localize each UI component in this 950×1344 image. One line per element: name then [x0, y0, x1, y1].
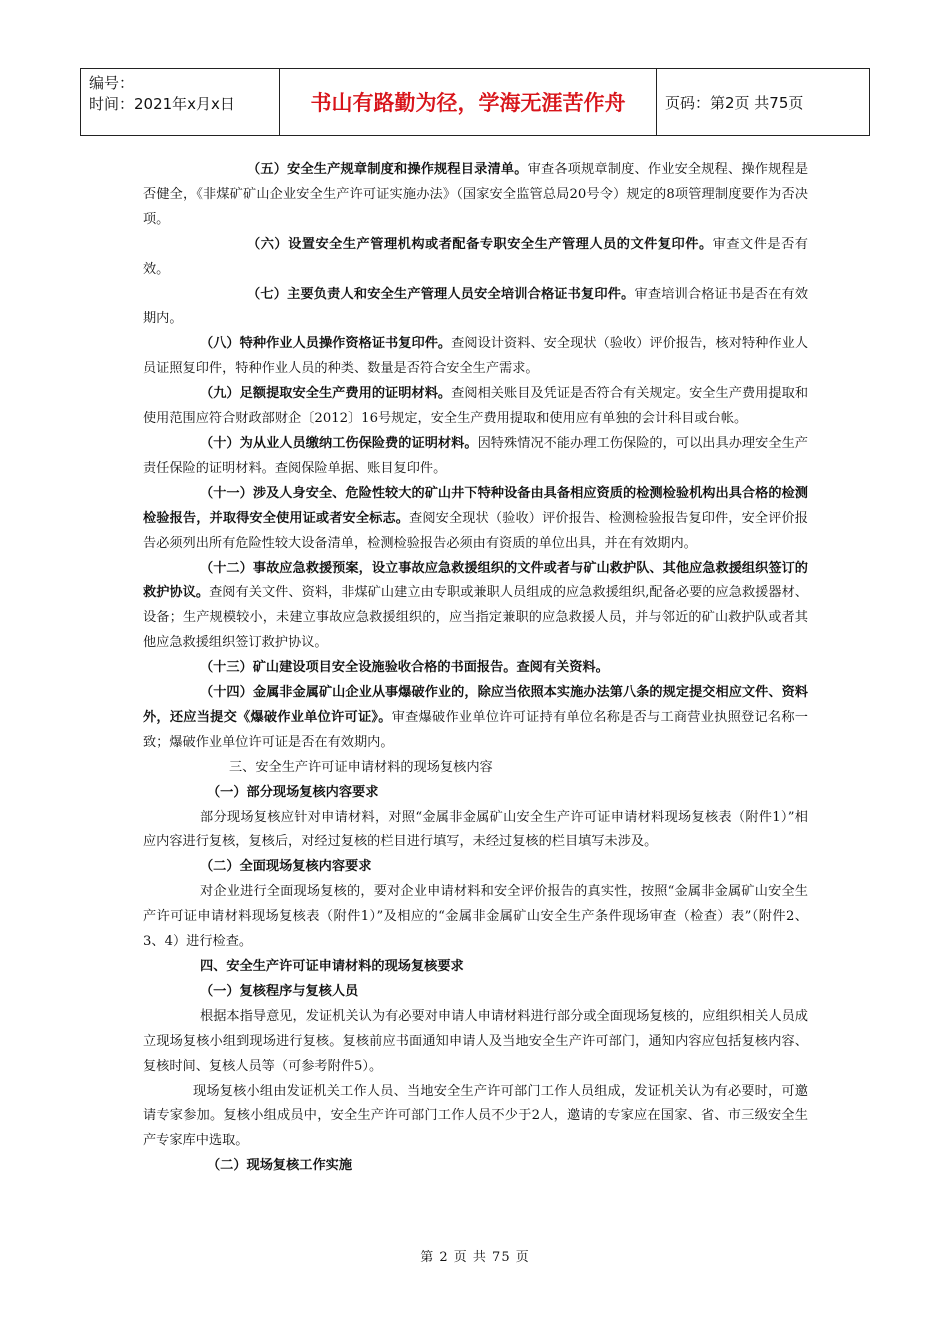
document-number-label: 编号：: [89, 74, 135, 92]
paragraph: [143, 332, 808, 382]
document-body: [143, 158, 808, 1179]
paragraph-text: 现场复核小组由发证机关工作人员、当地安全生产许可部门工作人员组成，发证机关认为有必要时，可邀请专家参加。复核小组成员中，安全生产许可部门工作人员不少于2人，邀请的专家应在国家、省、市三级安全生产专家库中选取。: [143, 1083, 808, 1149]
paragraph-heading: （八）特种作业人员操作资格证书复印件。: [200, 336, 452, 352]
paragraph-text: 审查爆破作业单位许可证持有单位名称是否与工商营业执照登记名称一致；爆破作业单位许可证是否在有效期内。: [143, 709, 808, 750]
paragraph-heading: （十一）涉及人身安全、危险性较大的矿山井下特种设备由具备相应资质的检测检验机构出具合格的检测检验报告，并取得安全使用证或者安全标志。: [143, 485, 808, 526]
paragraph-heading: （二）全面现场复核内容要求: [200, 859, 372, 875]
paragraph: [143, 880, 808, 955]
paragraph: [143, 283, 808, 333]
paragraph: [143, 233, 808, 283]
paragraph-heading: （十三）矿山建设项目安全设施验收合格的书面报告。查阅有关资料。: [200, 660, 609, 676]
paragraph-text: 审查文件是否有效。: [143, 236, 808, 277]
header-page-number: 页码：第2页 共75页: [665, 93, 804, 112]
paragraph: [143, 557, 808, 657]
document-date-label: 时间：2021年x月x日: [89, 95, 235, 113]
paragraph-text: 查阅设计资料、安全现状（验收）评价报告，核对特种作业人员证照复印件，特种作业人员的种类、数量是否符合安全生产需求。: [143, 336, 809, 377]
paragraph-text: 查阅有关文件、资料，非煤矿山建立由专职或兼职人员组成的应急救援组织,配备必要的应急救援器材、设备；生产规模较小，未建立事故应急救援组织的，应当指定兼职的应急救援人员，并与邻近的矿山救护队或者其他应急救援组织签订救护协议。: [143, 585, 808, 651]
paragraph-text: 审查培训合格证书是否在有效期内。: [143, 286, 809, 327]
paragraph-heading: （六）设置安全生产管理机构或者配备专职安全生产管理人员的文件复印件。: [247, 236, 713, 252]
paragraph-text: 根据本指导意见，发证机关认为有必要对申请人申请材料进行部分或全面现场复核的，应组织相关人员成立现场复核小组到现场进行复核。复核前应书面通知申请人及当地安全生产许可部门，通知内容应包括复核内容、复核时间、复核人员等（可参考附件5）。: [143, 1008, 808, 1074]
paragraph-text: 查阅安全现状（验收）评价报告、检测检验报告复印件，安全评价报告必须列出所有危险性较大设备清单，检测检验报告必须由有资质的单位出具，并在有效期内。: [143, 510, 808, 551]
paragraph-heading: （九）足额提取安全生产费用的证明材料。: [200, 386, 452, 402]
header-motto: 书山有路勤为径，学海无涯苦作舟: [280, 69, 657, 135]
paragraph: [143, 382, 808, 432]
paragraph-text: 三、安全生产许可证申请材料的现场复核内容: [229, 759, 493, 775]
paragraph: [143, 781, 808, 806]
paragraph-heading: （七）主要负责人和安全生产管理人员安全培训合格证书复印件。: [247, 286, 635, 302]
paragraph-heading: （十四）金属非金属矿山企业从事爆破作业的，除应当依照本实施办法第八条的规定提交相应文件、资料外，还应当提交《爆破作业单位许可证》。: [143, 685, 808, 725]
paragraph-text: 对企业进行全面现场复核的，要对企业申请材料和安全评价报告的真实性，按照“金属非金属矿山安全生产许可证申请材料现场复核表（附件1）”及相应的“金属非金属矿山安全生产条件现场审查（检查）表”（附件2、3、4）进行检查。: [143, 884, 808, 950]
paragraph-heading: （十）为从业人员缴纳工伤保险费的证明材料。: [200, 435, 478, 451]
paragraph-text: 因特殊情况不能办理工伤保险的，可以出具办理安全生产责任保险的证明材料。查阅保险单据、账目复印件。: [143, 435, 808, 476]
paragraph: [143, 1080, 808, 1155]
paragraph: [143, 1154, 808, 1179]
paragraph-heading: （一）部分现场复核内容要求: [207, 784, 379, 800]
paragraph-text: 部分现场复核应针对申请材料，对照“金属非金属矿山安全生产许可证申请材料现场复核表（附件1）”相应内容进行复核，复核后，对经过复核的栏目进行填写，未经过复核的栏目填写未涉及。: [143, 809, 808, 850]
paragraph: [143, 432, 808, 482]
paragraph-heading: （五）安全生产规章制度和操作规程目录清单。: [247, 162, 528, 177]
paragraph: [143, 681, 808, 756]
paragraph: [143, 855, 808, 880]
paragraph: [143, 656, 808, 681]
paragraph-heading: （二）现场复核工作实施: [207, 1158, 353, 1174]
paragraph: [143, 482, 808, 557]
paragraph: [143, 1005, 808, 1080]
page-header: [80, 68, 870, 136]
paragraph: [143, 806, 808, 856]
paragraph: [143, 955, 808, 980]
paragraph-text: 查阅相关账目及凭证是否符合有关规定。安全生产费用提取和使用范围应符合财政部财企〔2012〕16号规定，安全生产费用提取和使用应有单独的会计科目或台帐。: [143, 386, 809, 427]
paragraph-heading: 四、安全生产许可证申请材料的现场复核要求: [200, 959, 464, 974]
page-footer: 第 2 页 共 75 页: [420, 1250, 530, 1265]
paragraph-heading: （十二）事故应急救援预案，设立事故应急救援组织的文件或者与矿山救护队、其他应急救援组织签订的救护协议。: [143, 560, 808, 601]
paragraph: [143, 980, 808, 1005]
paragraph-text: 审查各项规章制度、作业安全规程、操作规程是否健全，《非煤矿矿山企业安全生产许可证实施办法》（国家安全监管总局20号令）规定的8项管理制度要作为否决项。: [143, 162, 809, 227]
paragraph: [143, 158, 808, 233]
paragraph: [143, 756, 808, 781]
paragraph-heading: （一）复核程序与复核人员: [200, 983, 359, 999]
header-meta: [81, 69, 280, 135]
